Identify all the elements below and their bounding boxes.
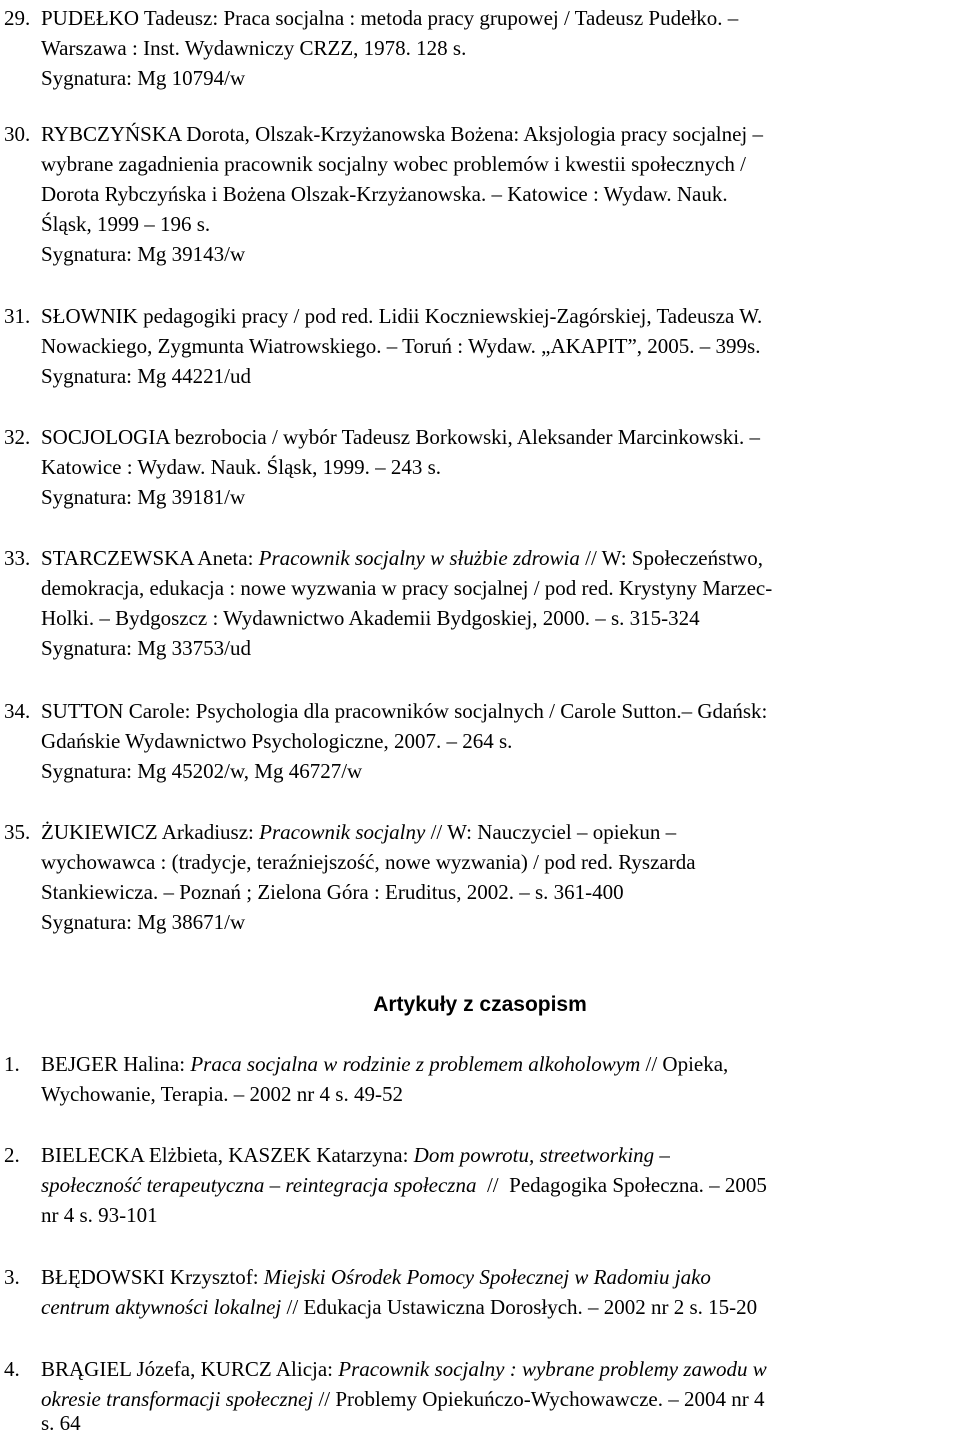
entry-line: [41, 543, 763, 573]
entry-line: Śląsk, 1999 – 196 s.: [41, 212, 211, 236]
signature: Sygnatura: Mg 39143/w: [41, 242, 246, 266]
entry-line: Stankiewicza. – Poznań ; Zielona Góra : Eruditus, 2002. – s. 361-400: [41, 880, 624, 904]
entry-text: BIELECKA Elżbieta, KASZEK Katarzyna:: [41, 1143, 414, 1167]
entry-line: Dorota Rybczyńska i Bożena Olszak-Krzyżanowska. – Katowice : Wydaw. Nauk.: [41, 182, 728, 206]
signature: Sygnatura: Mg 10794/w: [41, 66, 246, 90]
entry-title-italic: okresie transformacji społecznej: [41, 1387, 314, 1411]
entry-number: 33.: [4, 546, 31, 570]
entry-title-italic: Pracownik socjalny w służbie zdrowia: [258, 546, 580, 570]
entry-line: Wychowanie, Terapia. – 2002 nr 4 s. 49-52: [41, 1082, 403, 1106]
entry-title-italic: Dom powrotu, streetworking –: [413, 1143, 670, 1167]
entry-line: Holki. – Bydgoszcz : Wydawnictwo Akademii Bydgoskiej, 2000. – s. 315-324: [41, 606, 700, 630]
entry-line: wybrane zagadnienia pracownik socjalny wobec problemów i kwestii społecznych /: [41, 152, 747, 176]
entry-number: 2.: [4, 1143, 20, 1167]
entry-line: [41, 1384, 764, 1414]
entry-line: demokracja, edukacja : nowe wyzwania w pracy socjalnej / pod red. Krystyny Marzec-: [41, 576, 773, 600]
signature: Sygnatura: Mg 33753/ud: [41, 636, 251, 660]
entry-line: SUTTON Carole: Psychologia dla pracowników socjalnych / Carole Sutton.– Gdańsk:: [41, 699, 768, 723]
entry-line: wychowawca : (tradycje, teraźniejszość, nowe wyzwania) / pod red. Ryszarda: [41, 850, 696, 874]
entry-line: Katowice : Wydaw. Nauk. Śląsk, 1999. – 243 s.: [41, 455, 442, 479]
entry-title-italic: Pracownik socjalny : wybrane problemy zawodu w: [338, 1357, 767, 1381]
entry-text: ŻUKIEWICZ Arkadiusz:: [41, 820, 260, 844]
entry-number: 3.: [4, 1265, 20, 1289]
entry-line: [41, 1292, 757, 1322]
entry-line: [41, 1140, 670, 1170]
entry-line: [41, 1354, 767, 1384]
entry-line: [41, 1262, 711, 1292]
entry-text: // Opieka,: [640, 1052, 729, 1076]
entry-title-italic: Pracownik socjalny: [259, 820, 426, 844]
entry-line: Gdańskie Wydawnictwo Psychologiczne, 2007. – 264 s.: [41, 729, 513, 753]
entry-text: // W: Społeczeństwo,: [579, 546, 764, 570]
entry-number: 32.: [4, 425, 31, 449]
entry-title-italic: centrum aktywności lokalnej: [41, 1295, 282, 1319]
entry-line: [41, 1049, 728, 1079]
entry-number: 1.: [4, 1052, 20, 1076]
entry-line: [41, 1170, 767, 1200]
entry-number: 29.: [4, 6, 31, 30]
entry-title-italic: Praca socjalna w rodzinie z problemem alkoholowym: [190, 1052, 641, 1076]
entry-number: 35.: [4, 820, 31, 844]
entry-text: // W: Nauczyciel – opiekun –: [425, 820, 677, 844]
signature: Sygnatura: Mg 45202/w, Mg 46727/w: [41, 759, 363, 783]
entry-line: PUDEŁKO Tadeusz: Praca socjalna : metoda pracy grupowej / Tadeusz Pudełko. –: [41, 6, 739, 30]
entry-number: 4.: [4, 1357, 20, 1381]
entry-line: Nowackiego, Zygmunta Wiatrowskiego. – Toruń : Wydaw. „AKAPIT”, 2005. – 399s.: [41, 334, 761, 358]
signature: Sygnatura: Mg 38671/w: [41, 910, 246, 934]
entry-line: SŁOWNIK pedagogiki pracy / pod red. Lidii Koczniewskiej-Zagórskiej, Tadeusza W.: [41, 304, 763, 328]
entry-text: // Edukacja Ustawiczna Dorosłych. – 2002 nr 2 s. 15-20: [281, 1295, 758, 1319]
signature: Sygnatura: Mg 44221/ud: [41, 364, 251, 388]
section-heading: Artykuły z czasopism: [373, 993, 587, 1016]
entry-text: BRĄGIEL Józefa, KURCZ Alicja:: [41, 1357, 339, 1381]
entry-text: // Pedagogika Społeczna. – 2005: [476, 1173, 767, 1197]
entry-text: // Problemy Opiekuńczo-Wychowawcze. – 2004 nr 4: [313, 1387, 765, 1411]
entry-line: SOCJOLOGIA bezrobocia / wybór Tadeusz Borkowski, Aleksander Marcinkowski. –: [41, 425, 761, 449]
entry-number: 30.: [4, 122, 31, 146]
entry-line: s. 64: [41, 1411, 81, 1435]
entry-title-italic: społeczność terapeutyczna – reintegracja społeczna: [41, 1173, 477, 1197]
entry-number: 34.: [4, 699, 31, 723]
entry-title-italic: Miejski Ośrodek Pomocy Społecznej w Radomiu jako: [263, 1265, 711, 1289]
entry-line: nr 4 s. 93-101: [41, 1203, 158, 1227]
entry-text: BEJGER Halina:: [41, 1052, 191, 1076]
entry-line: [41, 817, 676, 847]
entry-number: 31.: [4, 304, 31, 328]
signature: Sygnatura: Mg 39181/w: [41, 485, 246, 509]
entry-line: Warszawa : Inst. Wydawniczy CRZZ, 1978. 128 s.: [41, 36, 467, 60]
entry-line: RYBCZYŃSKA Dorota, Olszak-Krzyżanowska Bożena: Aksjologia pracy socjalnej –: [41, 122, 764, 146]
entry-text: STARCZEWSKA Aneta:: [41, 546, 259, 570]
entry-text: BŁĘDOWSKI Krzysztof:: [41, 1265, 264, 1289]
